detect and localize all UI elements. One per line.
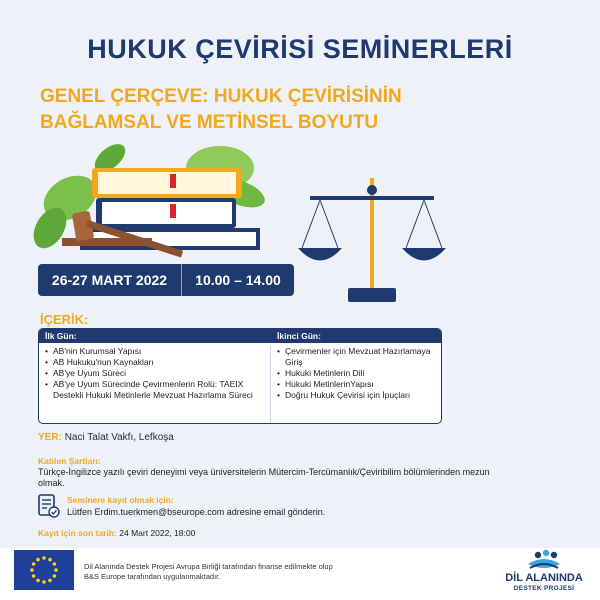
list-item: • Çevirmenler için Mevzuat Hazırlamaya Giriş — [277, 346, 441, 368]
list-item: • AB Hukuku'nun Kaynakları — [45, 357, 270, 368]
document-check-icon — [38, 494, 60, 518]
funding-notice: Dil Alanında Destek Projesi Avrupa Birliği tarafından finanse edilmekte olup B&S Europe tarafından uygulanmaktadır. — [84, 562, 333, 581]
day1-list — [39, 346, 271, 424]
date-time-bar — [38, 264, 294, 296]
seminar-subtitle — [40, 84, 480, 136]
venue-label: YER: — [38, 432, 62, 443]
event-date: 26-27 MART 2022 — [38, 264, 182, 296]
subtitle-line-2: BAĞLAMSAL VE METİNSEL BOYUTU — [40, 112, 379, 133]
schedule-header — [39, 329, 441, 343]
requirements-text: Türkçe-İngilizce yazılı çeviri deneyimi veya üniversitelerin Mütercim-Tercümanlık/Çeviribilim bölümlerinden mezun olmak. — [38, 467, 490, 488]
project-logo — [494, 548, 594, 596]
deadline-value: 24 Mart 2022, 18:00 — [119, 528, 196, 538]
event-time: 10.00 – 14.00 — [195, 272, 281, 288]
venue-value: Naci Talat Vakfı, Lefkoşa — [64, 432, 174, 443]
registration-title: Seminere kayıt olmak için: — [67, 495, 174, 505]
deadline-label: Kayıt için son tarih: — [38, 528, 117, 538]
list-item: • Hukuki Metinlerin Dili — [277, 368, 441, 379]
list-item: • AB'nin Kurumsal Yapısı — [45, 346, 270, 357]
list-item: • AB'ye Uyum Süreci — [45, 368, 270, 379]
content-heading: İÇERİK: — [40, 312, 89, 327]
list-item: • AB'ye Uyum Sürecinde Çevirmenlerin Rolü: TAEIX Destekli Hukuki Metinlerle Mevzuat Hazırlama Süreci — [45, 379, 270, 401]
page-title: HUKUK ÇEVİRİSİ SEMİNERLERİ — [87, 34, 513, 64]
list-item: • Doğru Hukuk Çevirisi için İpuçları — [277, 390, 441, 401]
registration-text: Lütfen Erdim.tuerkmen@bseurope.com adresine email gönderin. — [67, 507, 326, 517]
people-logo-icon — [494, 548, 594, 574]
day2-heading: İkinci Gün: — [277, 331, 321, 341]
book-stack-icon — [80, 168, 260, 250]
footer — [0, 548, 600, 600]
day1-heading: İlk Gün: — [45, 331, 77, 341]
logo-line-2: DESTEK PROJESİ — [513, 585, 575, 592]
registration-deadline — [38, 528, 195, 538]
requirements-title: Katılım Şartları: — [38, 456, 101, 466]
scales-of-justice-icon — [298, 178, 446, 302]
day2-list — [271, 346, 441, 424]
subtitle-line-1: GENEL ÇERÇEVE: HUKUK ÇEVİRİSİNİN — [40, 86, 402, 107]
list-item: • Hukuki MetinlerinYapısı — [277, 379, 441, 390]
eu-flag-icon — [14, 550, 74, 590]
logo-line-1: DİL ALANINDA — [505, 572, 583, 584]
schedule-table — [38, 328, 442, 424]
venue — [38, 432, 174, 443]
